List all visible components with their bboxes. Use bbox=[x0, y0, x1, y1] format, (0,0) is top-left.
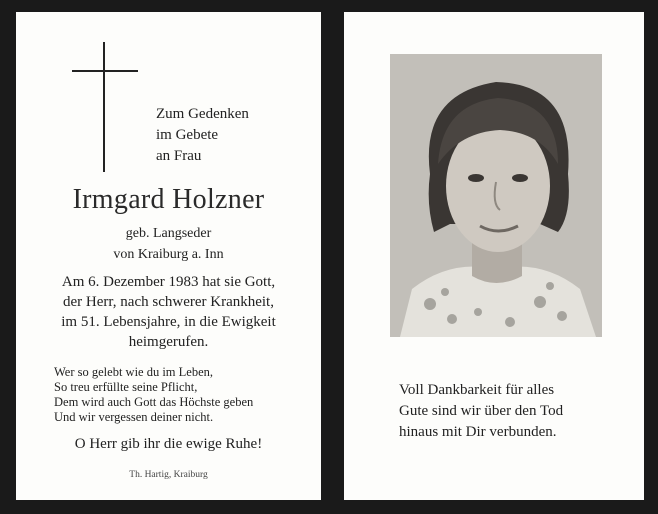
memorial-line: an Frau bbox=[156, 148, 202, 164]
poem-line: Wer so gelebt wie du im Leben, bbox=[54, 365, 214, 379]
gratitude-line: hinaus mit Dir verbunden. bbox=[399, 424, 557, 440]
right-card bbox=[344, 12, 644, 500]
origin: von Kraiburg a. Inn bbox=[113, 247, 224, 262]
gratitude-text bbox=[399, 380, 563, 443]
birth-info bbox=[16, 223, 321, 265]
announcement-line: im 51. Lebensjahre, in die Ewigkeit bbox=[61, 314, 276, 330]
poem-line: Und wir vergessen deiner nicht. bbox=[54, 410, 214, 424]
poem-line: So treu erfüllte seine Pflicht, bbox=[54, 380, 198, 394]
gratitude-line: Gute sind wir über den Tod bbox=[399, 403, 564, 419]
poem-line: Dem wird auch Gott das Höchste geben bbox=[54, 395, 254, 409]
printer-credit: Th. Hartig, Kraiburg bbox=[129, 470, 208, 480]
memorial-text bbox=[156, 104, 249, 167]
poem bbox=[54, 365, 253, 425]
prayer: O Herr gib ihr die ewige Ruhe! bbox=[74, 436, 263, 452]
portrait-photo bbox=[390, 54, 602, 337]
birth-name: geb. Langseder bbox=[125, 226, 212, 241]
memorial-line: im Gebete bbox=[156, 127, 219, 143]
death-announcement bbox=[16, 272, 321, 352]
gratitude-line: Voll Dankbarkeit für alles bbox=[399, 382, 555, 398]
announcement-line: der Herr, nach schwerer Krankheit, bbox=[63, 294, 274, 310]
deceased-name: Irmgard Holzner bbox=[72, 184, 265, 215]
announcement-line: Am 6. Dezember 1983 hat sie Gott, bbox=[61, 274, 276, 290]
memorial-line: Zum Gedenken bbox=[156, 106, 249, 122]
left-card bbox=[16, 12, 321, 500]
announcement-line: heimgerufen. bbox=[128, 334, 209, 350]
